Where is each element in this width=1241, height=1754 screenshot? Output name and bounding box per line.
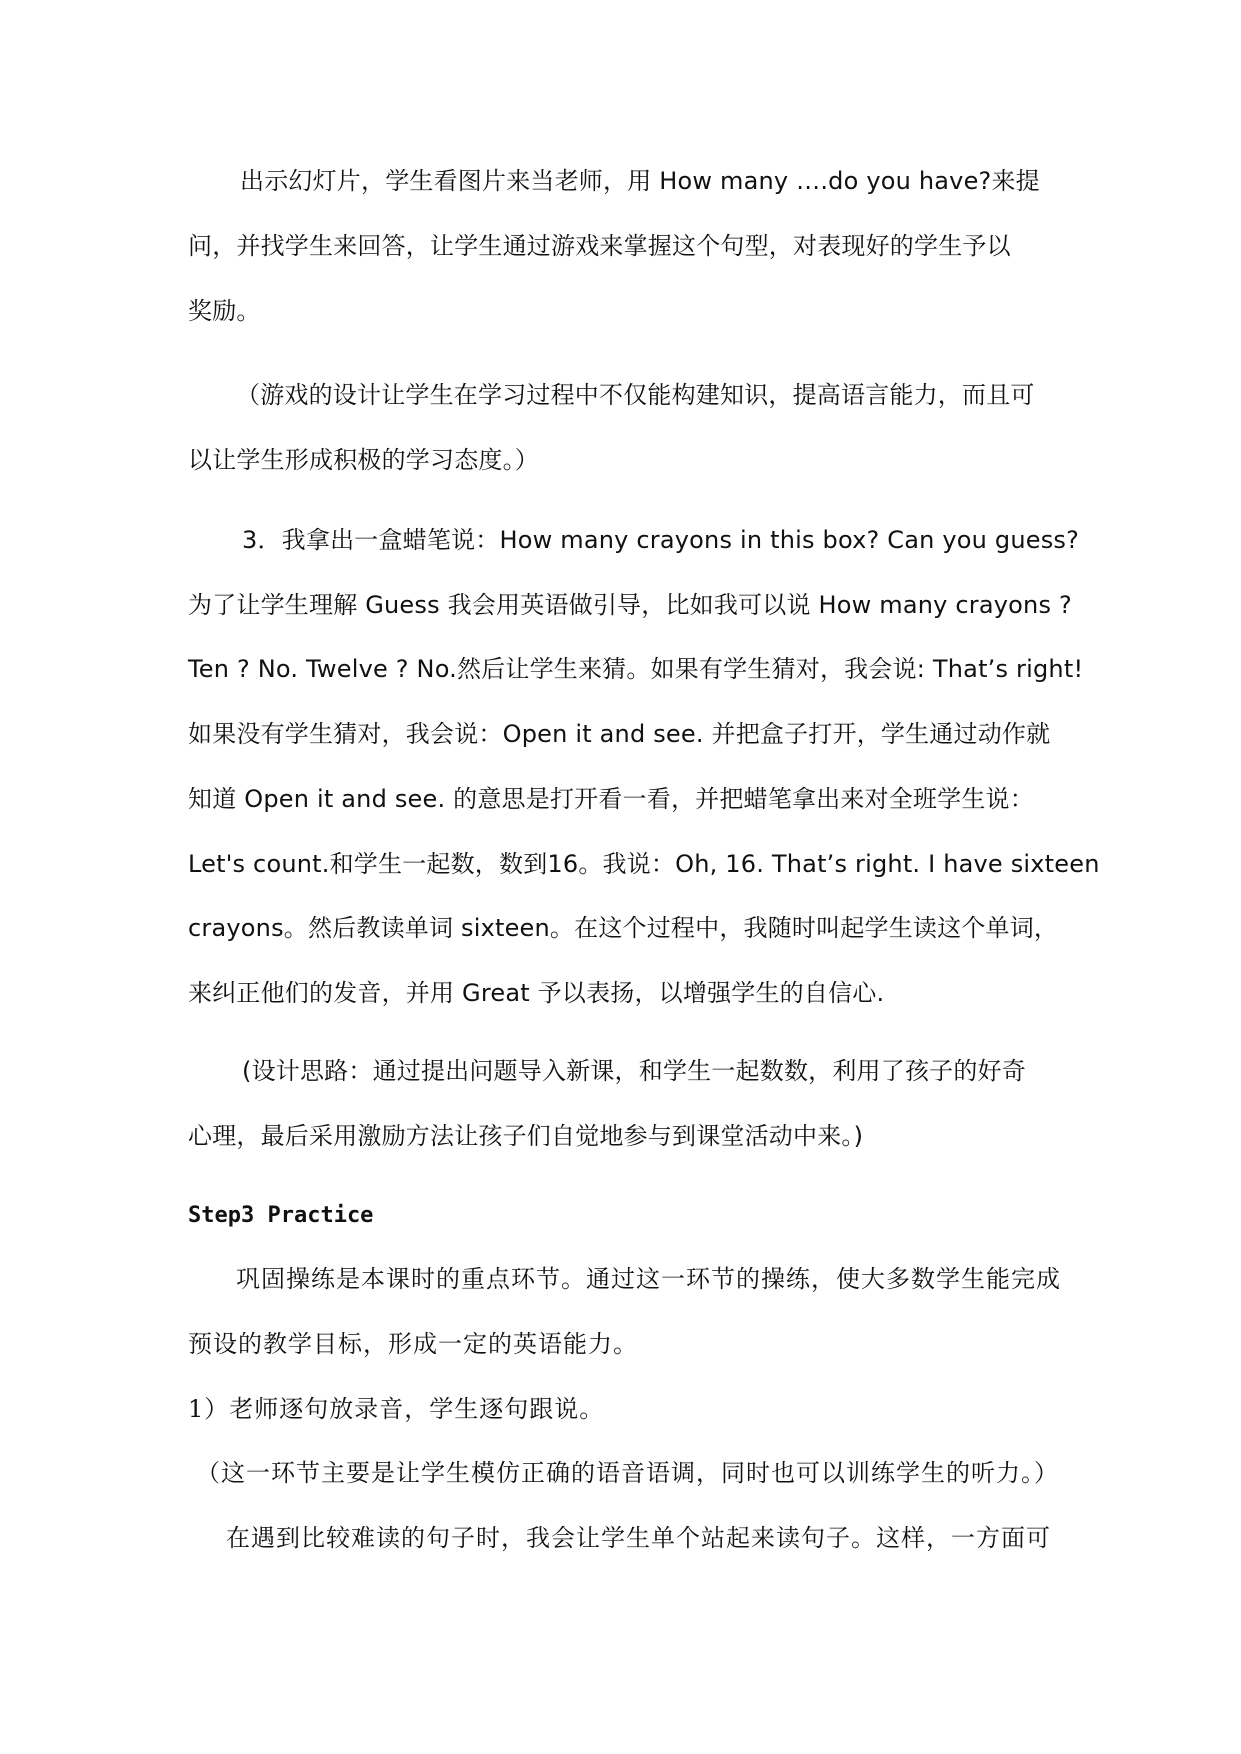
paragraph-3-line-6: Let's count.和学生一起数，数到16。我说：Oh, 16. That’s right. I have sixteen bbox=[188, 850, 1100, 878]
paragraph-6-line-1: 在遇到比较难读的句子时，我会让学生单个站起来读句子。这样，一方面可 bbox=[226, 1524, 1051, 1552]
paragraph-3-line-1: 3．我拿出一盒蜡笔说：How many crayons in this box? Can you guess? bbox=[242, 526, 1080, 554]
paragraph-1-line-1: 出示幻灯片，学生看图片来当老师，用 How many ….do you have?来提 bbox=[240, 167, 1040, 195]
paragraph-4-line-1: (设计思路：通过提出问题导入新课，和学生一起数数，利用了孩子的好奇 bbox=[242, 1057, 1026, 1085]
paragraph-1-line-2: 问，并找学生来回答，让学生通过游戏来掌握这个句型，对表现好的学生予以 bbox=[188, 232, 1011, 260]
paragraph-4-line-2: 心理，最后采用激励方法让孩子们自觉地参与到课堂活动中来。) bbox=[188, 1122, 864, 1150]
paragraph-5-line-2: 预设的教学目标，形成一定的英语能力。 bbox=[188, 1330, 638, 1358]
paragraph-3-line-3: Ten ? No. Twelve ? No.然后让学生来猜。如果有学生猜对，我会说: That’s right! bbox=[188, 655, 1084, 683]
section-heading: Step3 Practice bbox=[188, 1203, 374, 1228]
paragraph-1-line-3: 奖励。 bbox=[188, 297, 261, 325]
list-item-1: 1）老师逐句放录音，学生逐句跟说。 bbox=[188, 1395, 605, 1423]
note-1: （这一环节主要是让学生模仿正确的语音语调，同时也可以训练学生的听力。） bbox=[196, 1459, 1059, 1487]
paragraph-3-line-4: 如果没有学生猜对，我会说：Open it and see. 并把盒子打开，学生通过动作就 bbox=[188, 720, 1051, 748]
paragraph-3-line-7: crayons。然后教读单词 sixteen。在这个过程中，我随时叫起学生读这个单词， bbox=[188, 914, 1059, 942]
paragraph-5-line-1: 巩固操练是本课时的重点环节。通过这一环节的操练，使大多数学生能完成 bbox=[236, 1265, 1061, 1293]
paragraph-2-line-2: 以让学生形成积极的学习态度。） bbox=[188, 446, 539, 474]
paragraph-3-line-2: 为了让学生理解 Guess 我会用英语做引导，比如我可以说 How many crayons ? bbox=[188, 591, 1072, 619]
paragraph-3-line-5: 知道 Open it and see. 的意思是打开看一看，并把蜡笔拿出来对全班学生说： bbox=[188, 785, 1034, 813]
paragraph-2-line-1: （游戏的设计让学生在学习过程中不仅能构建知识，提高语言能力，而且可 bbox=[236, 381, 1035, 409]
paragraph-3-line-8: 来纠正他们的发音，并用 Great 予以表扬，以增强学生的自信心. bbox=[188, 979, 885, 1007]
